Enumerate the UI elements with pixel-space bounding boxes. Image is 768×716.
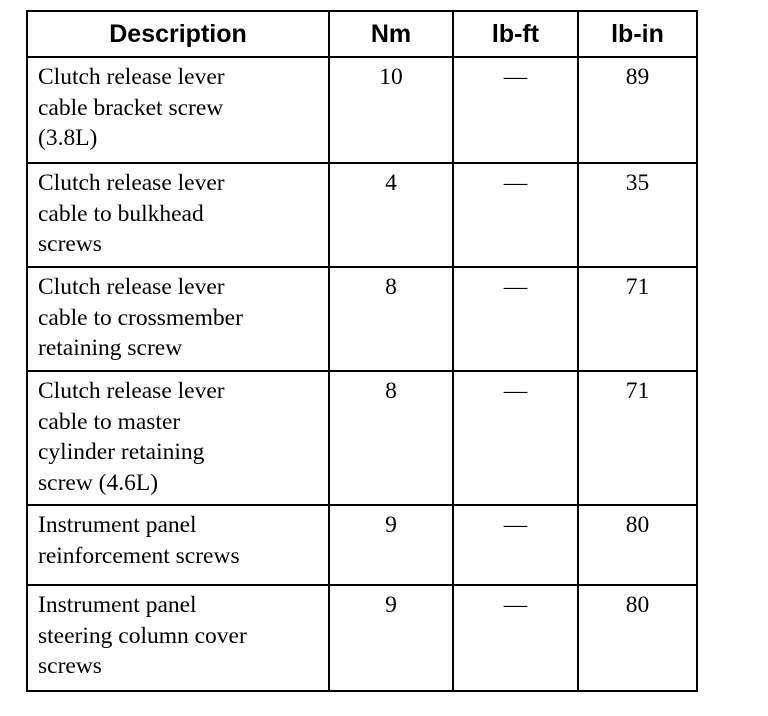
table-row <box>27 267 697 371</box>
header-lb-in: lb-in <box>578 11 697 57</box>
row-nm: 4 <box>329 163 453 267</box>
row-lb-in: 71 <box>578 267 697 371</box>
row-description: Clutch release lever cable to bulkhead screws <box>27 163 329 267</box>
table-row <box>27 163 697 267</box>
row-description: Instrument panel reinforcement screws <box>27 505 329 585</box>
row-lb-in: 71 <box>578 371 697 505</box>
row-lb-in: 80 <box>578 505 697 585</box>
table-row <box>27 585 697 691</box>
row-lb-in: 35 <box>578 163 697 267</box>
row-description: Instrument panel steering column cover screws <box>27 585 329 691</box>
row-nm: 9 <box>329 585 453 691</box>
torque-spec-table <box>26 10 698 692</box>
table-row <box>27 371 697 505</box>
row-lb-ft: — <box>453 267 578 371</box>
row-lb-in: 80 <box>578 585 697 691</box>
row-nm: 8 <box>329 371 453 505</box>
table-header-row <box>27 11 697 57</box>
row-nm: 8 <box>329 267 453 371</box>
row-lb-ft: — <box>453 585 578 691</box>
row-lb-in: 89 <box>578 57 697 163</box>
row-lb-ft: — <box>453 163 578 267</box>
header-nm: Nm <box>329 11 453 57</box>
row-description: Clutch release lever cable to master cylinder retaining screw (4.6L) <box>27 371 329 505</box>
table-row <box>27 57 697 163</box>
row-description: Clutch release lever cable to crossmember retaining screw <box>27 267 329 371</box>
header-description: Description <box>27 11 329 57</box>
row-nm: 10 <box>329 57 453 163</box>
row-lb-ft: — <box>453 505 578 585</box>
header-lb-ft: lb-ft <box>453 11 578 57</box>
row-lb-ft: — <box>453 371 578 505</box>
row-lb-ft: — <box>453 57 578 163</box>
table-row <box>27 505 697 585</box>
row-description: Clutch release lever cable bracket screw (3.8L) <box>27 57 329 163</box>
row-nm: 9 <box>329 505 453 585</box>
